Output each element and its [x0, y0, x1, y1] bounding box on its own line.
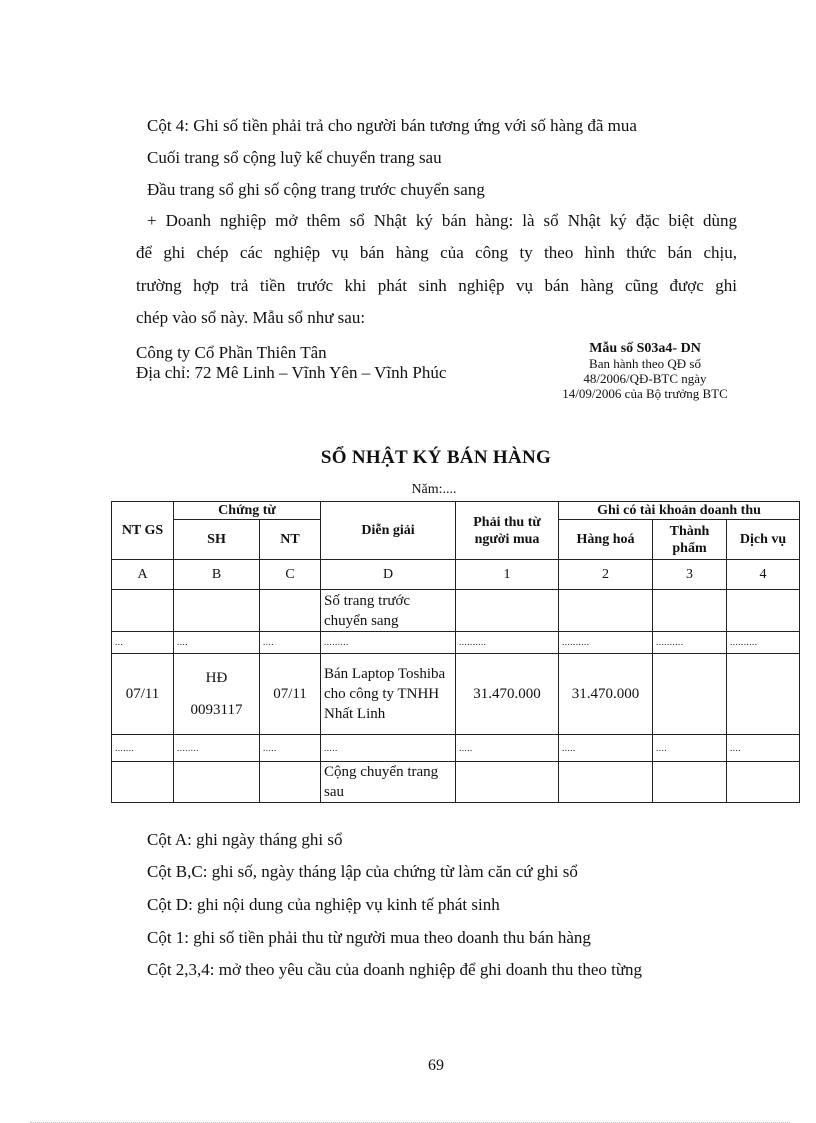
dots-cell: .......... [653, 632, 727, 654]
code-cell: 2 [559, 560, 653, 590]
form-code: Mẫu số S03a4- DN [589, 341, 701, 356]
entry-voucher-number: 0093117 [190, 702, 243, 718]
brought-forward-desc: Số trang trước chuyển sang [321, 590, 456, 632]
dots-cell: ..... [260, 735, 321, 762]
form-decision-line-3: 14/09/2006 của Bộ trưởng BTC [562, 386, 728, 401]
entry-nt: 07/11 [260, 654, 321, 735]
dots-cell: .... [260, 632, 321, 654]
paragraph-line-1: + Doanh nghiệp mở thêm sổ Nhật ký bán hàng: là sổ Nhật ký đặc biệt dùng [147, 211, 737, 230]
company-address: Địa chỉ: 72 Mê Linh – Vĩnh Yên – Vĩnh Phúc [136, 363, 447, 382]
dots-cell: ... [112, 632, 174, 654]
dots-cell: ....... [112, 735, 174, 762]
column-code-row [112, 560, 800, 590]
paragraph-line-3: trường hợp trả tiền trước khi phát sinh nghiệp vụ bán hàng cũng được ghi [136, 276, 737, 295]
intro-line-col4: Cột 4: Ghi số tiền phải trả cho người bán tương ứng với số hàng đã mua [147, 116, 637, 135]
note-col-1: Cột 1: ghi số tiền phải thu từ người mua theo doanh thu bán hàng [147, 928, 591, 947]
code-cell: B [174, 560, 260, 590]
note-col-d: Cột D: ghi nội dung của nghiệp vụ kinh tế phát sinh [147, 895, 500, 914]
dots-cell: .......... [727, 632, 800, 654]
code-cell: C [260, 560, 321, 590]
entry-voucher [174, 654, 260, 735]
paragraph-line-4: chép vào sổ này. Mẫu sổ như sau: [136, 308, 366, 327]
paragraph-line-2: để ghi chép các nghiệp vụ bán hàng của công ty theo hình thức bán chịu, [136, 243, 737, 262]
header-phai-thu: Phải thu từ người mua [456, 502, 559, 560]
note-col-a: Cột A: ghi ngày tháng ghi sổ [147, 830, 343, 849]
code-cell: 4 [727, 560, 800, 590]
header-ntgs: NT GS [112, 502, 174, 560]
table-row-carried-forward [112, 762, 800, 803]
entry-date: 07/11 [112, 654, 174, 735]
dots-cell: .......... [456, 632, 559, 654]
code-cell: 3 [653, 560, 727, 590]
note-col-bc: Cột B,C: ghi số, ngày tháng lập của chứng từ làm căn cứ ghi sổ [147, 862, 578, 881]
dots-cell: .... [727, 735, 800, 762]
ledger-title: SỔ NHẬT KÝ BÁN HÀNG [320, 447, 552, 468]
table-row-entry [112, 654, 800, 735]
ledger-year: Năm:.... [411, 482, 457, 497]
dots-cell: .......... [559, 632, 653, 654]
carried-forward-desc: Cộng chuyển trang sau [321, 762, 456, 803]
header-sh: SH [174, 520, 260, 560]
entry-hang-hoa: 31.470.000 [559, 654, 653, 735]
code-cell: A [112, 560, 174, 590]
entry-desc: Bán Laptop Toshiba cho công ty TNHH Nhất Linh [321, 654, 456, 735]
header-nt: NT [260, 520, 321, 560]
form-decision-line-2: 48/2006/QĐ-BTC ngày [583, 371, 707, 386]
dots-cell: ..... [321, 735, 456, 762]
note-col-234: Cột 2,3,4: mở theo yêu cầu của doanh nghiệp để ghi doanh thu theo từng [147, 960, 643, 979]
dots-cell: ..... [456, 735, 559, 762]
form-decision-line-1: Ban hành theo QĐ số [589, 356, 701, 371]
dots-cell: ......... [321, 632, 456, 654]
header-ghi-co: Ghi có tài khoản doanh thu [559, 502, 800, 520]
dots-cell: .... [653, 735, 727, 762]
dots-cell: ........ [174, 735, 260, 762]
header-hang-hoa: Hàng hoá [559, 520, 653, 560]
intro-line-cumulative: Cuối trang sổ cộng luỹ kế chuyển trang sau [147, 148, 442, 167]
dots-cell: .... [174, 632, 260, 654]
header-chung-tu: Chứng từ [174, 502, 321, 520]
entry-phai-thu: 31.470.000 [456, 654, 559, 735]
form-info [520, 341, 770, 401]
company-name: Công ty Cổ Phần Thiên Tân [136, 343, 327, 362]
page-number: 69 [428, 1057, 444, 1074]
header-dien-giai: Diễn giải [321, 502, 456, 560]
code-cell: 1 [456, 560, 559, 590]
intro-line-carry-forward: Đầu trang sổ ghi số cộng trang trước chuyển sang [147, 180, 485, 199]
header-dich-vu: Dịch vụ [727, 520, 800, 560]
dots-cell: ..... [559, 735, 653, 762]
sales-journal-table [111, 501, 800, 803]
table-row-dots [112, 632, 800, 654]
header-thanh-pham: Thành phẩm [653, 520, 727, 560]
entry-voucher-type: HĐ [205, 670, 228, 686]
table-row-dots [112, 735, 800, 762]
code-cell: D [321, 560, 456, 590]
table-row-brought-forward [112, 590, 800, 632]
